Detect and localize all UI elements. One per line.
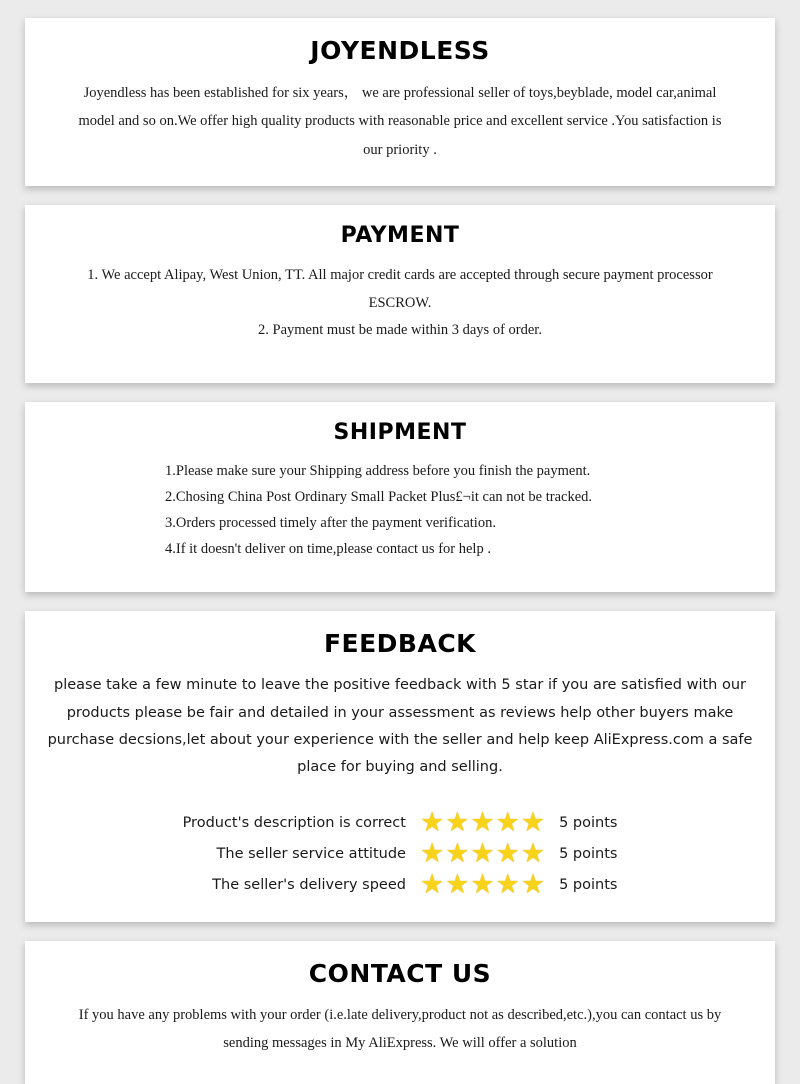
star-icon[interactable]: ★: [419, 838, 445, 869]
payment-title: PAYMENT: [340, 222, 460, 248]
intro-text: Joyendless has been established for six years， we are professional seller of toys,beyblade, model car,animal model and so on.We offer high quality products with reasonable price and excellent service .You satisfaction is our priority .: [78, 85, 722, 158]
list-item: 2.Chosing China Post Ordinary Small Packet Plus£¬it can not be tracked.: [165, 489, 593, 506]
rating-label: The seller's delivery speed: [212, 876, 406, 893]
star-icon[interactable]: ★: [520, 838, 546, 869]
star-icon[interactable]: ★: [445, 838, 470, 869]
rating-table: [183, 807, 618, 900]
list-item: 4.If it doesn't deliver on time,please contact us for help .: [165, 540, 491, 557]
star-icon[interactable]: ★: [470, 838, 495, 869]
rating-stars[interactable]: [420, 838, 546, 869]
star-icon[interactable]: ★: [495, 807, 520, 838]
star-icon[interactable]: ★: [495, 869, 520, 900]
rating-label: Product's description is correct: [182, 814, 406, 831]
star-icon[interactable]: ★: [419, 807, 445, 838]
rating-label: The seller service attitude: [216, 845, 406, 862]
rating-points: 5 points: [559, 876, 618, 893]
table-row: [183, 807, 618, 838]
star-icon[interactable]: ★: [520, 807, 546, 838]
rating-points: 5 points: [559, 845, 618, 862]
star-icon[interactable]: ★: [495, 838, 520, 869]
list-item: 3.Orders processed timely after the payment verification.: [165, 514, 496, 531]
star-icon[interactable]: ★: [520, 869, 546, 900]
shipment-list: [165, 459, 635, 562]
section-shipment: [25, 402, 775, 592]
star-icon[interactable]: ★: [470, 869, 495, 900]
rating-points: 5 points: [559, 814, 618, 831]
feedback-title: FEEDBACK: [323, 629, 477, 659]
star-icon[interactable]: ★: [445, 869, 470, 900]
shipment-title: SHIPMENT: [333, 420, 467, 446]
contact-title: CONTACT US: [308, 959, 492, 989]
rating-stars[interactable]: [420, 807, 546, 838]
section-contact: [25, 941, 775, 1084]
section-feedback: [25, 611, 775, 922]
rating-stars[interactable]: [420, 869, 546, 900]
section-intro: [25, 18, 775, 186]
table-row: [183, 869, 618, 900]
feedback-text: please take a few minute to leave the positive feedback with 5 star if you are satisfied with our products please be fair and detailed in your assessment as reviews help other buyers make purchase decsions,let about your experience with the seller and help keep AliExpress.com a safe place for buying and selling.: [47, 677, 753, 776]
star-icon[interactable]: ★: [445, 807, 470, 838]
payment-line-2: 2. Payment must be made within 3 days of order.: [258, 322, 542, 339]
star-icon[interactable]: ★: [419, 869, 445, 900]
contact-text: If you have any problems with your order (i.e.late delivery,product not as described,etc.),you can contact us by sending messages in My AliExpress. We will offer a solution: [78, 1007, 722, 1052]
section-payment: [25, 205, 775, 383]
star-icon[interactable]: ★: [470, 807, 495, 838]
payment-line-1: 1. We accept Alipay, West Union, TT. All major credit cards are accepted through secure payment processor ESCROW.: [87, 266, 713, 311]
list-item: 1.Please make sure your Shipping address before you finish the payment.: [165, 463, 591, 480]
table-row: [183, 838, 618, 869]
intro-title: JOYENDLESS: [310, 36, 490, 65]
